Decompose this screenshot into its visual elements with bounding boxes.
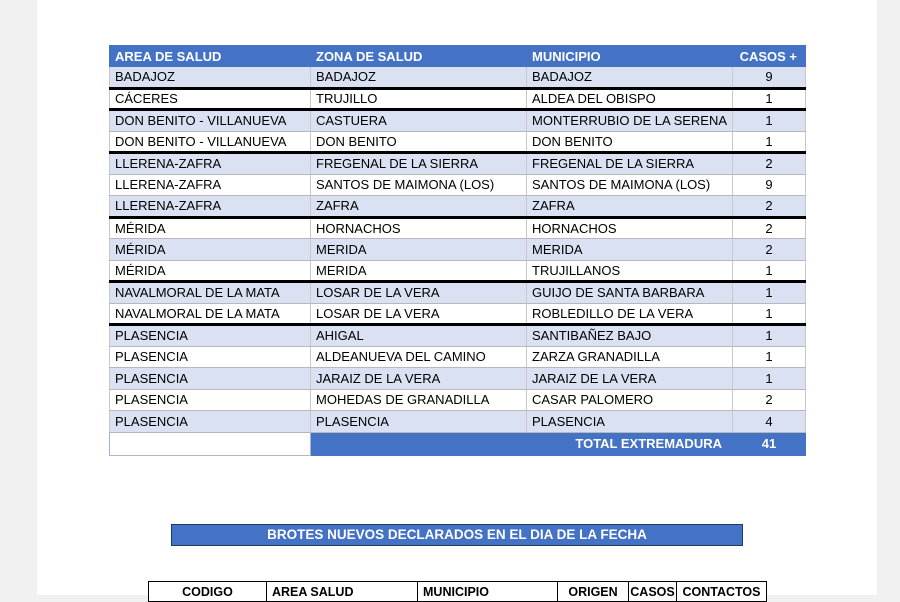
table-row xyxy=(110,239,806,261)
cell-zona: MERIDA xyxy=(311,239,527,261)
outbreaks-header-municipio: MUNICIPIO xyxy=(418,582,558,602)
cell-casos: 9 xyxy=(733,67,806,89)
cell-area: DON BENITO - VILLANUEVA xyxy=(110,110,311,132)
cell-casos: 1 xyxy=(733,282,806,304)
cell-casos: 1 xyxy=(733,303,806,325)
table-row xyxy=(110,389,806,411)
cell-municipio: CASAR PALOMERO xyxy=(527,389,733,411)
cell-municipio: MONTERRUBIO DE LA SERENA xyxy=(527,110,733,132)
cell-zona: ALDEANUEVA DEL CAMINO xyxy=(311,346,527,368)
outbreaks-title: BROTES NUEVOS DECLARADOS EN EL DIA DE LA FECHA xyxy=(171,524,743,546)
cell-municipio: PLASENCIA xyxy=(527,411,733,433)
cell-casos: 1 xyxy=(733,110,806,132)
cell-municipio: DON BENITO xyxy=(527,131,733,153)
table-row xyxy=(110,325,806,347)
cell-area: PLASENCIA xyxy=(110,389,311,411)
cell-area: CÁCERES xyxy=(110,88,311,110)
header-municipio: MUNICIPIO xyxy=(527,46,733,67)
table-row xyxy=(110,174,806,196)
cell-zona: HORNACHOS xyxy=(311,217,527,239)
outbreaks-table-header xyxy=(149,582,767,602)
cell-area: NAVALMORAL DE LA MATA xyxy=(110,282,311,304)
cell-zona: FREGENAL DE LA SIERRA xyxy=(311,153,527,175)
cell-municipio: BADAJOZ xyxy=(527,67,733,89)
table-row xyxy=(110,260,806,282)
total-row xyxy=(110,432,806,455)
outbreaks-header-area: AREA SALUD xyxy=(267,582,418,602)
table-row xyxy=(110,196,806,218)
table-row xyxy=(110,346,806,368)
cell-zona: MERIDA xyxy=(311,260,527,282)
cell-zona: LOSAR DE LA VERA xyxy=(311,282,527,304)
cell-municipio: ROBLEDILLO DE LA VERA xyxy=(527,303,733,325)
outbreaks-header-contactos: CONTACTOS xyxy=(677,582,767,602)
cases-table-header xyxy=(110,46,806,67)
cell-area: PLASENCIA xyxy=(110,346,311,368)
cell-area: LLERENA-ZAFRA xyxy=(110,174,311,196)
cell-casos: 9 xyxy=(733,174,806,196)
cell-municipio: ZARZA GRANADILLA xyxy=(527,346,733,368)
cell-municipio: TRUJILLANOS xyxy=(527,260,733,282)
total-value: 41 xyxy=(733,432,806,455)
table-row xyxy=(110,131,806,153)
outbreaks-header-casos: CASOS xyxy=(629,582,677,602)
table-row xyxy=(110,88,806,110)
cell-area: MÉRIDA xyxy=(110,217,311,239)
cell-municipio: JARAIZ DE LA VERA xyxy=(527,368,733,390)
cell-zona: DON BENITO xyxy=(311,131,527,153)
cell-zona: PLASENCIA xyxy=(311,411,527,433)
table-row xyxy=(110,411,806,433)
cell-area: DON BENITO - VILLANUEVA xyxy=(110,131,311,153)
cell-casos: 2 xyxy=(733,217,806,239)
cell-casos: 1 xyxy=(733,368,806,390)
cell-zona: TRUJILLO xyxy=(311,88,527,110)
cell-zona: AHIGAL xyxy=(311,325,527,347)
cell-casos: 2 xyxy=(733,196,806,218)
cell-casos: 2 xyxy=(733,239,806,261)
cell-casos: 1 xyxy=(733,346,806,368)
cell-casos: 1 xyxy=(733,88,806,110)
cell-casos: 4 xyxy=(733,411,806,433)
outbreaks-header-origen: ORIGEN xyxy=(558,582,629,602)
cell-area: PLASENCIA xyxy=(110,411,311,433)
table-row xyxy=(110,67,806,89)
header-area: AREA DE SALUD xyxy=(110,46,311,67)
cell-municipio: ALDEA DEL OBISPO xyxy=(527,88,733,110)
cell-zona: BADAJOZ xyxy=(311,67,527,89)
cell-municipio: ZAFRA xyxy=(527,196,733,218)
cell-casos: 1 xyxy=(733,325,806,347)
cell-municipio: FREGENAL DE LA SIERRA xyxy=(527,153,733,175)
cell-area: MÉRIDA xyxy=(110,260,311,282)
cell-casos: 2 xyxy=(733,153,806,175)
table-row xyxy=(110,368,806,390)
cell-municipio: GUIJO DE SANTA BARBARA xyxy=(527,282,733,304)
table-row xyxy=(110,282,806,304)
total-label: TOTAL EXTREMADURA xyxy=(311,432,733,455)
table-row xyxy=(110,217,806,239)
cell-area: PLASENCIA xyxy=(110,368,311,390)
header-casos: CASOS + xyxy=(733,46,806,67)
total-spacer xyxy=(110,432,311,455)
cell-area: BADAJOZ xyxy=(110,67,311,89)
cell-casos: 1 xyxy=(733,260,806,282)
cell-area: NAVALMORAL DE LA MATA xyxy=(110,303,311,325)
cell-area: PLASENCIA xyxy=(110,325,311,347)
cell-zona: MOHEDAS DE GRANADILLA xyxy=(311,389,527,411)
cell-area: LLERENA-ZAFRA xyxy=(110,153,311,175)
outbreaks-table xyxy=(148,581,767,602)
cell-zona: ZAFRA xyxy=(311,196,527,218)
cell-zona: LOSAR DE LA VERA xyxy=(311,303,527,325)
cell-zona: JARAIZ DE LA VERA xyxy=(311,368,527,390)
cell-municipio: MERIDA xyxy=(527,239,733,261)
cell-zona: CASTUERA xyxy=(311,110,527,132)
cell-municipio: SANTIBAÑEZ BAJO xyxy=(527,325,733,347)
cell-casos: 2 xyxy=(733,389,806,411)
outbreaks-header-codigo: CODIGO xyxy=(149,582,267,602)
cell-area: MÉRIDA xyxy=(110,239,311,261)
cell-area: LLERENA-ZAFRA xyxy=(110,196,311,218)
table-row xyxy=(110,153,806,175)
cell-zona: SANTOS DE MAIMONA (LOS) xyxy=(311,174,527,196)
cell-municipio: HORNACHOS xyxy=(527,217,733,239)
table-row xyxy=(110,303,806,325)
cell-casos: 1 xyxy=(733,131,806,153)
header-zona: ZONA DE SALUD xyxy=(311,46,527,67)
cases-table xyxy=(109,45,806,456)
table-row xyxy=(110,110,806,132)
cell-municipio: SANTOS DE MAIMONA (LOS) xyxy=(527,174,733,196)
